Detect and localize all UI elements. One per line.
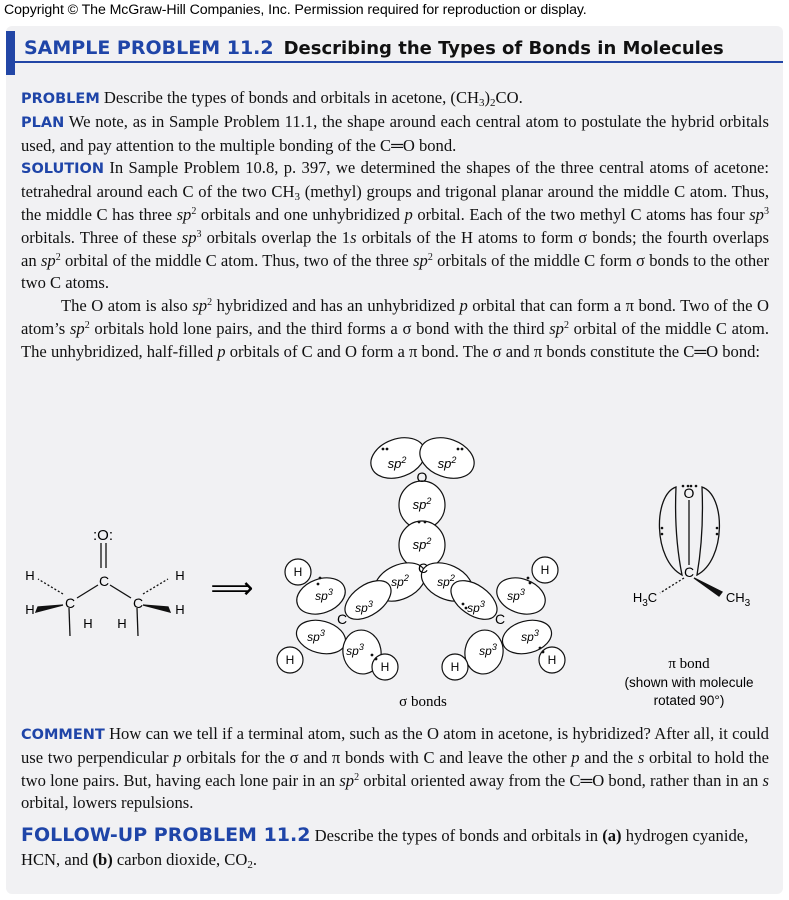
structure-h-4: H — [117, 616, 127, 631]
orbital-label-sp3-8: $sp^3$ — [479, 642, 497, 658]
orbital-label-sp3-4: $sp^3$ — [346, 642, 364, 658]
sigma-bonds-caption: σ bonds — [399, 694, 447, 710]
orbital-h-3: H — [380, 660, 390, 674]
structure-h-3: H — [83, 616, 93, 631]
orbital-label-sp3-3: $sp^3$ — [307, 628, 325, 644]
orbital-central-carbon: C — [417, 560, 429, 576]
plan-text: We note, as in Sample Problem 11.1, the shape around each central atom to postulate the hybrid orbitals used, and pay attention to the multiple bonding of the C═O bond. — [21, 111, 769, 155]
follow-up-block — [21, 823, 769, 872]
orbital-right-carbon: C — [494, 611, 506, 627]
orbital-label-sp2-4: $sp^2$ — [412, 536, 432, 552]
pi-caption-line-3: rotated 90°) — [653, 693, 725, 708]
solution-text-1: In Sample Problem 10.8, p. 397, we determined the shapes of the three central atoms of acetone: tetrahedral around each C of the two $CH_3$ (methyl) groups and trigonal planar around the middle C atom. Thus, the middle C has three $sp^2$ orbitals and one unhybridized p orbital. Each of the two methyl C atoms has four $sp^3$ orbitals. Three of these $sp^3$ orbitals overlap the 1s orbitals of the H atoms to form σ bonds; the fourth overlaps an $sp^2$ orbital of the middle C atom. Thus, two of the three $sp^2$ orbitals of the middle C form σ bonds to the other two C atoms. — [21, 158, 770, 293]
sample-problem-subtitle: Describing the Types of Bonds in Molecules — [283, 38, 724, 59]
orbital-h-2: H — [285, 653, 295, 667]
orbital-label-sp2-1: $sp^2$ — [387, 455, 407, 471]
pi-caption-line-1: π bond — [668, 656, 710, 672]
follow-up-text: Describe the types of bonds and orbitals in (a) hydrogen cyanide, HCN, and (b) carbon dioxide, $CO_2$. — [21, 826, 749, 871]
solution-heading: SOLUTION — [21, 161, 105, 178]
orbital-label-sp2-2: $sp^2$ — [437, 455, 457, 471]
comment-block — [21, 723, 769, 815]
orbital-label-sp2-6: $sp^2$ — [437, 573, 455, 589]
orbital-left-carbon: C — [336, 611, 348, 627]
orbital-h-4: H — [540, 563, 550, 577]
plan-heading: PLAN — [21, 114, 65, 131]
orbital-h-5: H — [547, 653, 557, 667]
pi-oxygen-label: O — [683, 485, 695, 501]
solution-text-2: The O atom is also $sp^2$ hybridized and has an unhybridized p orbital that can form a π bond. Two of the O atom’s $sp^2$ orbitals hold lone pairs, and the third forms a σ bond with the third $sp^2$ orbital of the middle C atom. The unhybridized, half-filled p orbitals of C and O form a π bond. The σ and π bonds constitute the C═O bond: — [21, 296, 769, 361]
pi-carbon-label: C — [683, 564, 695, 580]
structure-h-6: H — [175, 602, 185, 617]
structure-right-carbon: C — [132, 595, 144, 611]
problem-heading: PROBLEM — [21, 91, 100, 107]
reaction-arrow-icon: ⟹ — [210, 571, 254, 606]
problem-text: Describe the types of bonds and orbitals in acetone, $(CH_3)_2CO$. — [103, 88, 523, 109]
orbital-h-6: H — [450, 660, 460, 674]
copyright-notice: Copyright © The McGraw-Hill Companies, Inc. Permission required for reproduction or display. — [4, 2, 587, 18]
acetone-structure — [36, 543, 170, 636]
orbital-label-sp2-3: $sp^2$ — [412, 496, 432, 512]
orbital-label-sp3-5: $sp^3$ — [467, 599, 485, 615]
sample-problem-label: SAMPLE PROBLEM 11.2 — [24, 37, 274, 59]
orbital-label-sp3-2: $sp^3$ — [355, 599, 373, 615]
structure-h-2: H — [25, 602, 35, 617]
pi-left-methyl: $H_3C$ — [632, 590, 658, 609]
comment-text: How can we tell if a terminal atom, such as the O atom in acetone, is hybridized? After all, it could use two perpendicular p orbitals for the σ and π bonds with C and leave the other p and the s orbital to hold the two lone pairs. But, having each lone pair in an $sp^2$ orbital oriented away from the C═O bond, rather than in an s orbital, lowers repulsions. — [21, 724, 769, 813]
orbital-label-sp3-1: $sp^3$ — [315, 587, 333, 603]
pi-right-methyl: $CH_3$ — [725, 590, 751, 609]
structure-left-carbon: C — [64, 595, 76, 611]
comment-heading: COMMENT — [21, 727, 105, 743]
follow-up-heading: FOLLOW-UP PROBLEM 11.2 — [21, 824, 311, 846]
structure-h-5: H — [175, 568, 185, 583]
orbital-label-sp2-5: $sp^2$ — [391, 573, 409, 589]
structure-oxygen-label: :O: — [92, 527, 114, 544]
structure-h-1: H — [25, 568, 35, 583]
pi-caption-line-2: (shown with molecule — [624, 675, 754, 690]
structure-central-carbon: C — [98, 573, 110, 589]
orbital-label-sp3-7: $sp^3$ — [521, 628, 539, 644]
orbital-label-sp3-6: $sp^3$ — [507, 587, 525, 603]
orbital-h-1: H — [293, 565, 303, 579]
orbital-oxygen-label: O — [416, 469, 428, 485]
comment-paragraph — [21, 723, 769, 815]
